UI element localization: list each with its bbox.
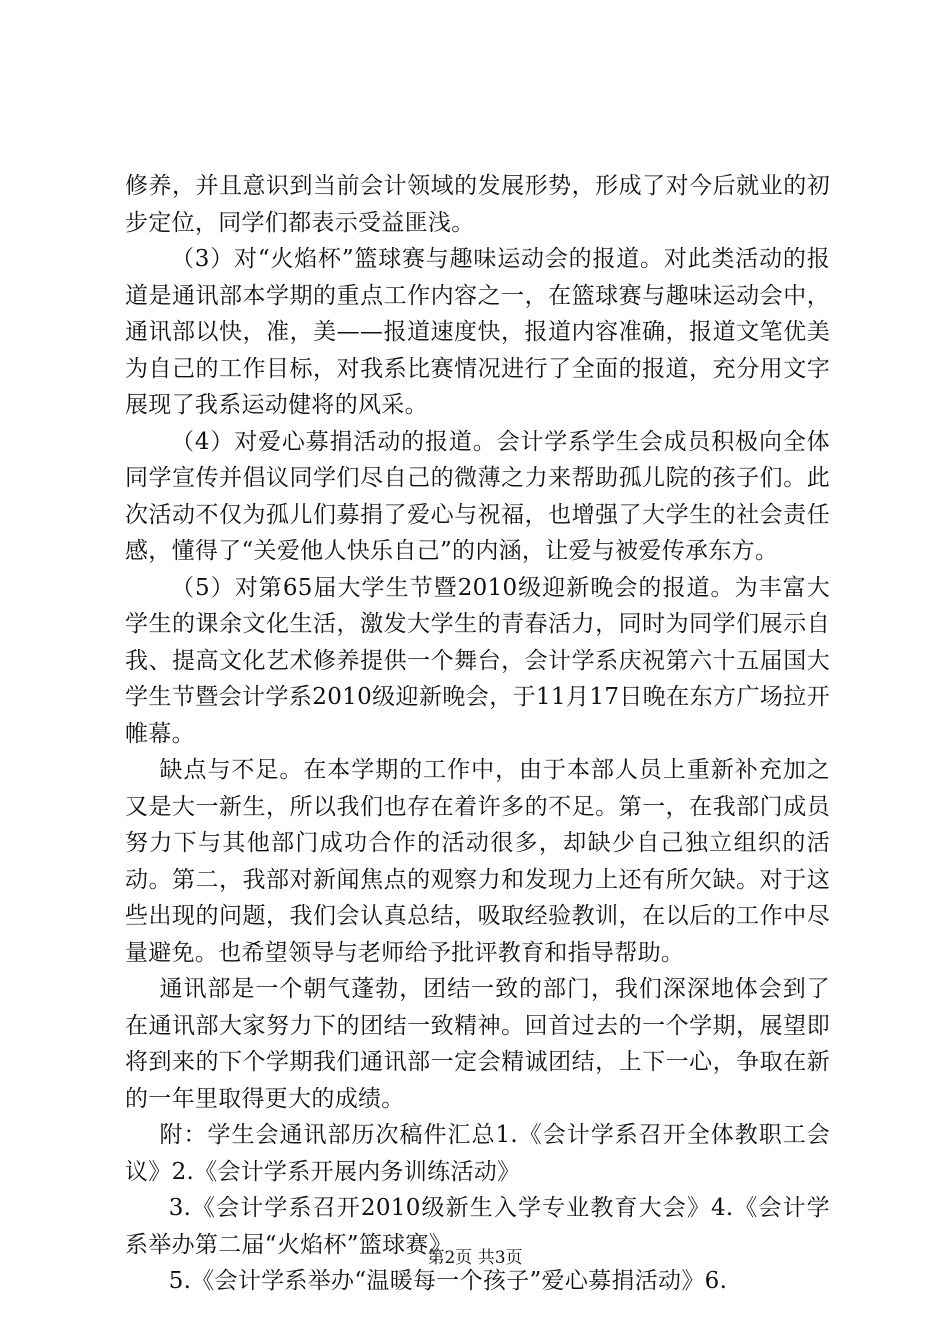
paragraph-appendix-list-1: 3.《会计学系召开2010级新生入学专业教育大会》4.《会计学系举办第二届“火焰杯”篮球赛》 bbox=[125, 1195, 830, 1258]
paragraph-item-3: （3）对“火焰杯”篮球赛与趣味运动会的报道。对此类活动的报道是通讯部本学期的重点工作内容之一，在篮球赛与趣味运动会中，通讯部以快，准，美——报道速度快，报道内容准确，报道文笔优美为自己的工作目标，对我系比赛情况进行了全面的报道，充分用文字展现了我系运动健将的风采。 bbox=[125, 246, 830, 418]
paragraph-appendix: 附：学生会通讯部历次稿件汇总1.《会计学系召开全体教职工会议》2.《会计学系开展内务训练活动》 bbox=[125, 1122, 830, 1185]
paragraph-shortcomings: 缺点与不足。在本学期的工作中，由于本部人员上重新补充加之又是大一新生，所以我们也存在着许多的不足。第一，在我部门成员努力下与其他部门成功合作的活动很多，却缺少自己独立组织的活动。第二，我部对新闻焦点的观察力和发现力上还有所欠缺。对于这些出现的问题，我们会认真总结，吸取经验教训，在以后的工作中尽量避免。也希望领导与老师给予批评教育和指导帮助。 bbox=[125, 757, 830, 966]
page-number-footer: 第2页 共3页 bbox=[427, 1248, 523, 1268]
paragraph-continuation: 修养，并且意识到当前会计领域的发展形势，形成了对今后就业的初步定位，同学们都表示受益匪浅。 bbox=[125, 173, 830, 236]
paragraph-appendix-list-2: 5.《会计学系举办“温暖每一个孩子”爱心募捐活动》6. bbox=[168, 1268, 728, 1294]
paragraph-summary: 通讯部是一个朝气蓬勃，团结一致的部门，我们深深地体会到了在通讯部大家努力下的团结一致精神。回首过去的一个学期，展望即将到来的下个学期我们通讯部一定会精诚团结，上下一心，争取在新的一年里取得更大的成绩。 bbox=[125, 976, 830, 1112]
paragraph-item-5: （5）对第65届大学生节暨2010级迎新晚会的报道。为丰富大学生的课余文化生活，激发大学生的青春活力，同时为同学们展示自我、提高文化艺术修养提供一个舞台，会计学系庆祝第六十五届国大学生节暨会计学系2010级迎新晚会，于11月17日晚在东方广场拉开帷幕。 bbox=[125, 574, 830, 747]
paragraph-item-4: （4）对爱心募捐活动的报道。会计学系学生会成员积极向全体同学宣传并倡议同学们尽自己的微薄之力来帮助孤儿院的孩子们。此次活动不仅为孤儿们募捐了爱心与祝福，也增强了大学生的社会责任感，懂得了“关爱他人快乐自己”的内涵，让爱与被爱传承东方。 bbox=[125, 428, 830, 564]
document-body bbox=[125, 168, 830, 1300]
